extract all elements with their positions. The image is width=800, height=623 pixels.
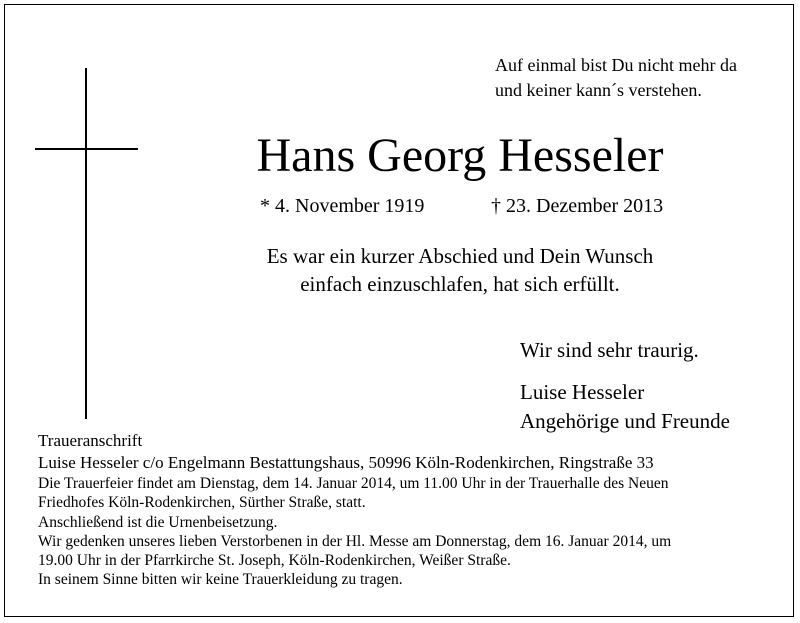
mourning-address-heading: Traueranschrift [38, 431, 143, 450]
details-line: 19.00 Uhr in der Pfarrkirche St. Joseph, Köln-Rodenkirchen, Weißer Straße. [38, 552, 511, 570]
details-line: Anschließend ist die Urnenbeisetzung. [38, 513, 278, 531]
verse [5, 242, 800, 298]
details-line: Wir gedenken unseres lieben Verstorbenen in der Hl. Messe am Donnerstag, dem 16. Januar 2014, um [38, 532, 672, 550]
motto [495, 53, 737, 103]
details-line: Friedhofes Köln-Rodenkirchen, Sürther Straße, statt. [38, 494, 366, 512]
details-line: Die Trauerfeier findet am Dienstag, dem 14. Januar 2014, um 11.00 Uhr in der Trauerhalle des Neuen [38, 475, 669, 492]
closing-statement: Wir sind sehr traurig. [520, 338, 699, 362]
verse-line: einfach einzuschlafen, hat sich erfüllt. [300, 272, 620, 296]
deceased-name: Hans Georg Hesseler [256, 129, 664, 182]
birth-date: * 4. November 1919 [260, 195, 425, 217]
mourner-name: Luise Hesseler [520, 380, 645, 404]
death-date: † 23. Dezember 2013 [491, 195, 664, 217]
verse-line: Es war ein kurzer Abschied und Dein Wunsch [266, 244, 654, 268]
obituary-notice [4, 4, 794, 617]
motto-line: und keiner kann´s verstehen. [495, 80, 702, 100]
mourning-address: Luise Hesseler c/o Engelmann Bestattungshaus, 50996 Köln-Rodenkirchen, Ringstraße 33 [38, 453, 654, 472]
motto-line: Auf einmal bist Du nicht mehr da [495, 55, 737, 75]
service-details [38, 474, 671, 590]
mourner-group: Angehörige und Freunde [520, 409, 730, 433]
mourners-list [520, 378, 730, 436]
details-line: In seinem Sinne bitten wir keine Trauerkleidung zu tragen. [38, 571, 403, 589]
